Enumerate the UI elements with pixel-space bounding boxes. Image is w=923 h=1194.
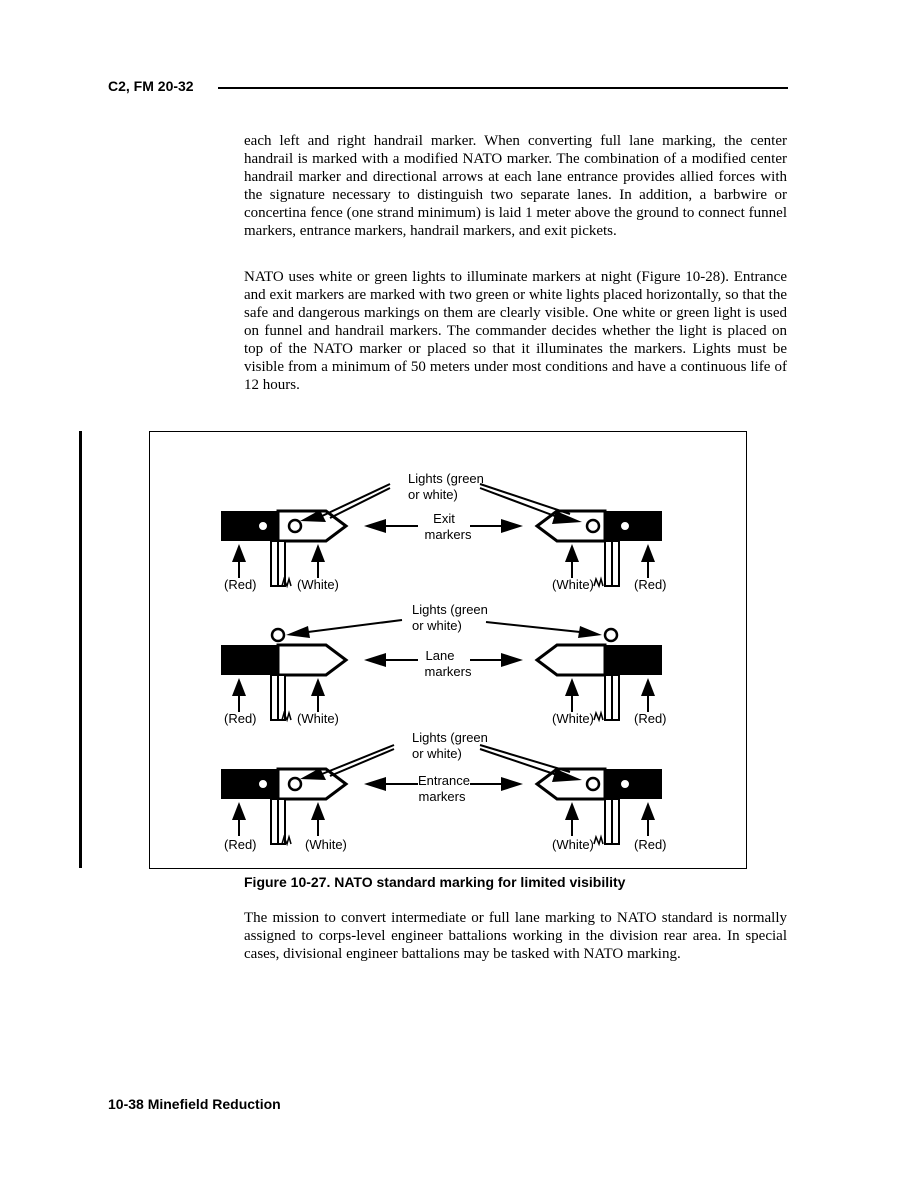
marker-type-label: Lane [425, 648, 455, 663]
figure-caption: Figure 10-27. NATO standard marking for limited visibility [244, 874, 626, 890]
exit-markers-row [221, 471, 667, 592]
body-paragraph-3: The mission to convert intermediate or full lane marking to NATO standard is normally assigned to corps-level engineer battalions working in the division rear area. In special cases, divisional engineer battalions may be tasked with NATO marking. [244, 910, 787, 962]
white-label: (White) [552, 837, 594, 852]
white-label: (White) [552, 711, 594, 726]
light-icon [272, 629, 284, 641]
red-label: (Red) [634, 711, 667, 726]
light-icon [587, 520, 599, 532]
light-icon [258, 521, 268, 531]
white-label: (White) [552, 577, 594, 592]
figure-10-27 [149, 431, 747, 869]
red-label: (Red) [224, 711, 257, 726]
lights-label: or white) [408, 487, 458, 502]
page-footer: 10-38 Minefield Reduction [108, 1096, 281, 1112]
marker-type-label: markers [424, 527, 472, 542]
lights-label: Lights (green [408, 471, 484, 486]
light-icon [605, 629, 617, 641]
light-icon [620, 779, 630, 789]
lights-label: or white) [412, 746, 462, 761]
marker-type-label: markers [424, 664, 472, 679]
red-label: (Red) [634, 577, 667, 592]
entrance-markers-row [221, 730, 667, 852]
change-bar [79, 431, 82, 868]
body-paragraph-2: NATO uses white or green lights to illuminate markers at night (Figure 10-28). Entrance and exit markers are marked with two green or white lights placed horizontally, so that the safe and dangerous markings on them are clearly visible. One white or green light is used on funnel and handrail markers. The commander decides whether the light is placed on top of the NATO marker or placed so that it illuminates the markers. Lights must be visible from a minimum of 50 meters under most conditions and have a continuous life of 12 hours. [244, 269, 787, 393]
light-icon [587, 778, 599, 790]
marker-type-label: Entrance [417, 773, 471, 788]
lane-markers-row [221, 602, 667, 726]
white-label: (White) [305, 837, 347, 852]
white-label: (White) [297, 711, 339, 726]
lights-label: or white) [412, 618, 462, 633]
marker-type-label: markers [418, 789, 466, 804]
red-label: (Red) [224, 577, 257, 592]
running-header: C2, FM 20-32 [108, 78, 194, 94]
body-paragraph-1: each left and right handrail marker. When converting full lane marking, the center handrail is marked with a modified NATO marker. The combination of a modified center handrail marker and directional arrows at each lane entrance provides allied forces with the signature necessary to distinguish two separate lanes. In addition, a barbwire or concertina fence (one strand minimum) is laid 1 meter above the ground to connect funnel markers, entrance markers, handrail markers, and exit pickets. [244, 133, 787, 239]
white-label: (White) [297, 577, 339, 592]
lights-label: Lights (green [412, 602, 488, 617]
header-rule [218, 87, 788, 89]
light-icon [289, 520, 301, 532]
marker-type-label: Exit [433, 511, 455, 526]
light-icon [258, 779, 268, 789]
light-icon [620, 521, 630, 531]
light-icon [289, 778, 301, 790]
lights-label: Lights (green [412, 730, 488, 745]
red-label: (Red) [224, 837, 257, 852]
red-label: (Red) [634, 837, 667, 852]
